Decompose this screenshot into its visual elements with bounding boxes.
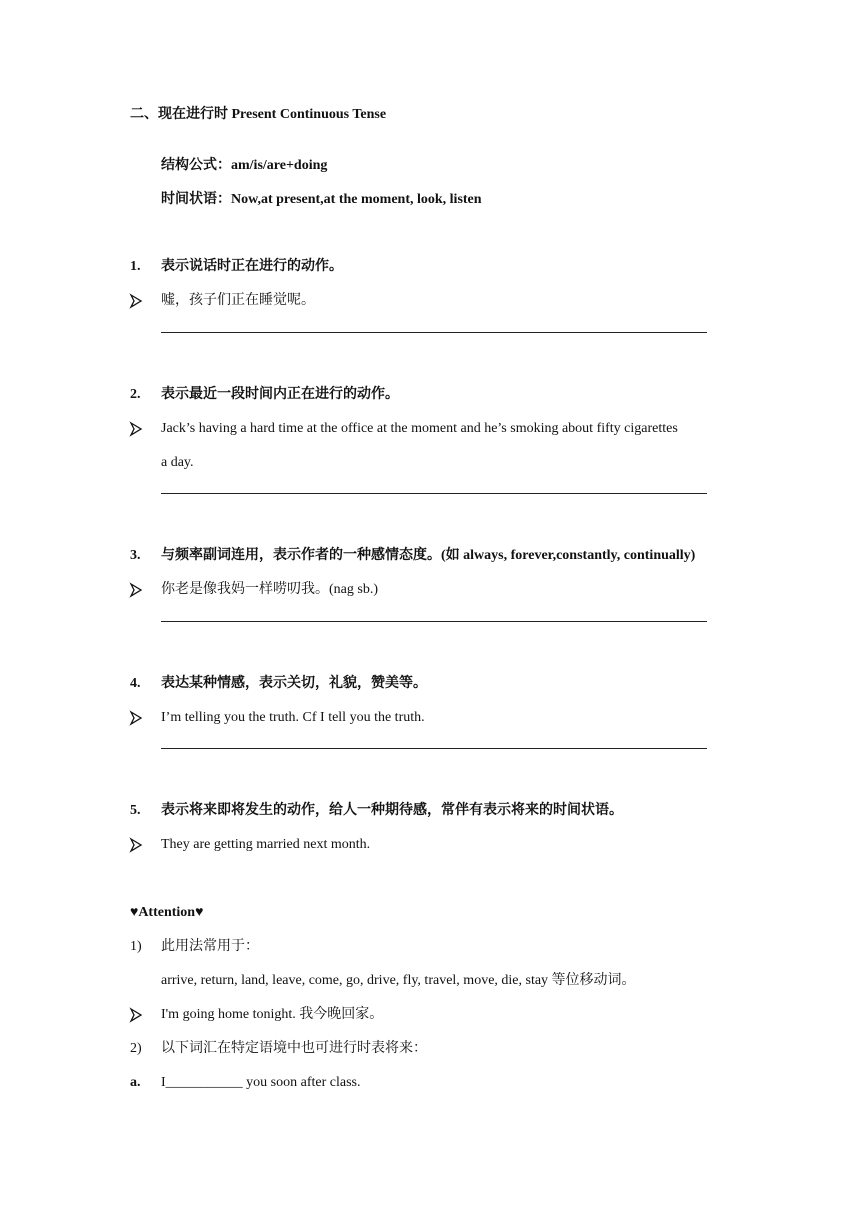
time-adverbials-value: Now,at present,at the moment, look, listen bbox=[231, 192, 482, 207]
attention-point-number: 2) bbox=[130, 1041, 142, 1056]
item-example-continued: a day. bbox=[161, 455, 194, 470]
item-example: I’m telling you the truth. Cf I tell you the truth. bbox=[161, 710, 425, 725]
item-number: 2. bbox=[130, 387, 141, 402]
formula-value: am/is/are+doing bbox=[231, 158, 328, 173]
arrow-bullet-icon bbox=[129, 1006, 143, 1024]
item-example: 你老是像我妈一样唠叨我。(nag sb.) bbox=[161, 582, 378, 597]
answer-line[interactable] bbox=[161, 332, 707, 333]
item-title: 与频率副词连用，表示作者的一种感情态度。(如 always, forever,constantly, continually) bbox=[161, 548, 696, 563]
item-number: 3. bbox=[130, 548, 141, 563]
time-adverbials-line bbox=[161, 191, 482, 209]
item-title: 表达某种情感，表示关切，礼貌，赞美等。 bbox=[161, 676, 427, 691]
answer-line[interactable] bbox=[161, 621, 707, 622]
attention-example: I'm going home tonight. 我今晚回家。 bbox=[161, 1007, 384, 1022]
item-title: 表示将来即将发生的动作，给人一种期待感，常伴有表示将来的时间状语。 bbox=[161, 803, 623, 818]
exercise-label: a. bbox=[130, 1075, 141, 1090]
attention-point-number: 1) bbox=[130, 939, 142, 954]
formula-line bbox=[161, 157, 327, 175]
section-title: 二、现在进行时 Present Continuous Tense bbox=[130, 107, 387, 122]
attention-point-text: 此用法常用于： bbox=[161, 939, 259, 954]
attention-point-text: 以下词汇在特定语境中也可进行时表将来： bbox=[161, 1041, 427, 1056]
item-number: 5. bbox=[130, 803, 141, 818]
arrow-bullet-icon bbox=[129, 836, 143, 854]
formula-label: 结构公式： bbox=[161, 158, 231, 173]
arrow-bullet-icon bbox=[129, 292, 143, 310]
item-title: 表示最近一段时间内正在进行的动作。 bbox=[161, 387, 399, 402]
item-example: Jack’s having a hard time at the office at the moment and he’s smoking about fifty cigarettes bbox=[161, 421, 678, 436]
attention-heading: ♥Attention♥ bbox=[130, 905, 204, 920]
item-number: 1. bbox=[130, 259, 141, 274]
attention-point-detail: arrive, return, land, leave, come, go, drive, fly, travel, move, die, stay 等位移动词。 bbox=[161, 973, 636, 988]
answer-line[interactable] bbox=[161, 748, 707, 749]
item-example: 嘘，孩子们正在睡觉呢。 bbox=[161, 293, 315, 308]
item-title: 表示说话时正在进行的动作。 bbox=[161, 259, 343, 274]
arrow-bullet-icon bbox=[129, 420, 143, 438]
item-example: They are getting married next month. bbox=[161, 837, 371, 852]
time-adverbials-label: 时间状语： bbox=[161, 192, 231, 207]
arrow-bullet-icon bbox=[129, 709, 143, 727]
item-number: 4. bbox=[130, 676, 141, 691]
arrow-bullet-icon bbox=[129, 581, 143, 599]
answer-line[interactable] bbox=[161, 493, 707, 494]
exercise-sentence[interactable]: I___________ you soon after class. bbox=[161, 1075, 361, 1090]
